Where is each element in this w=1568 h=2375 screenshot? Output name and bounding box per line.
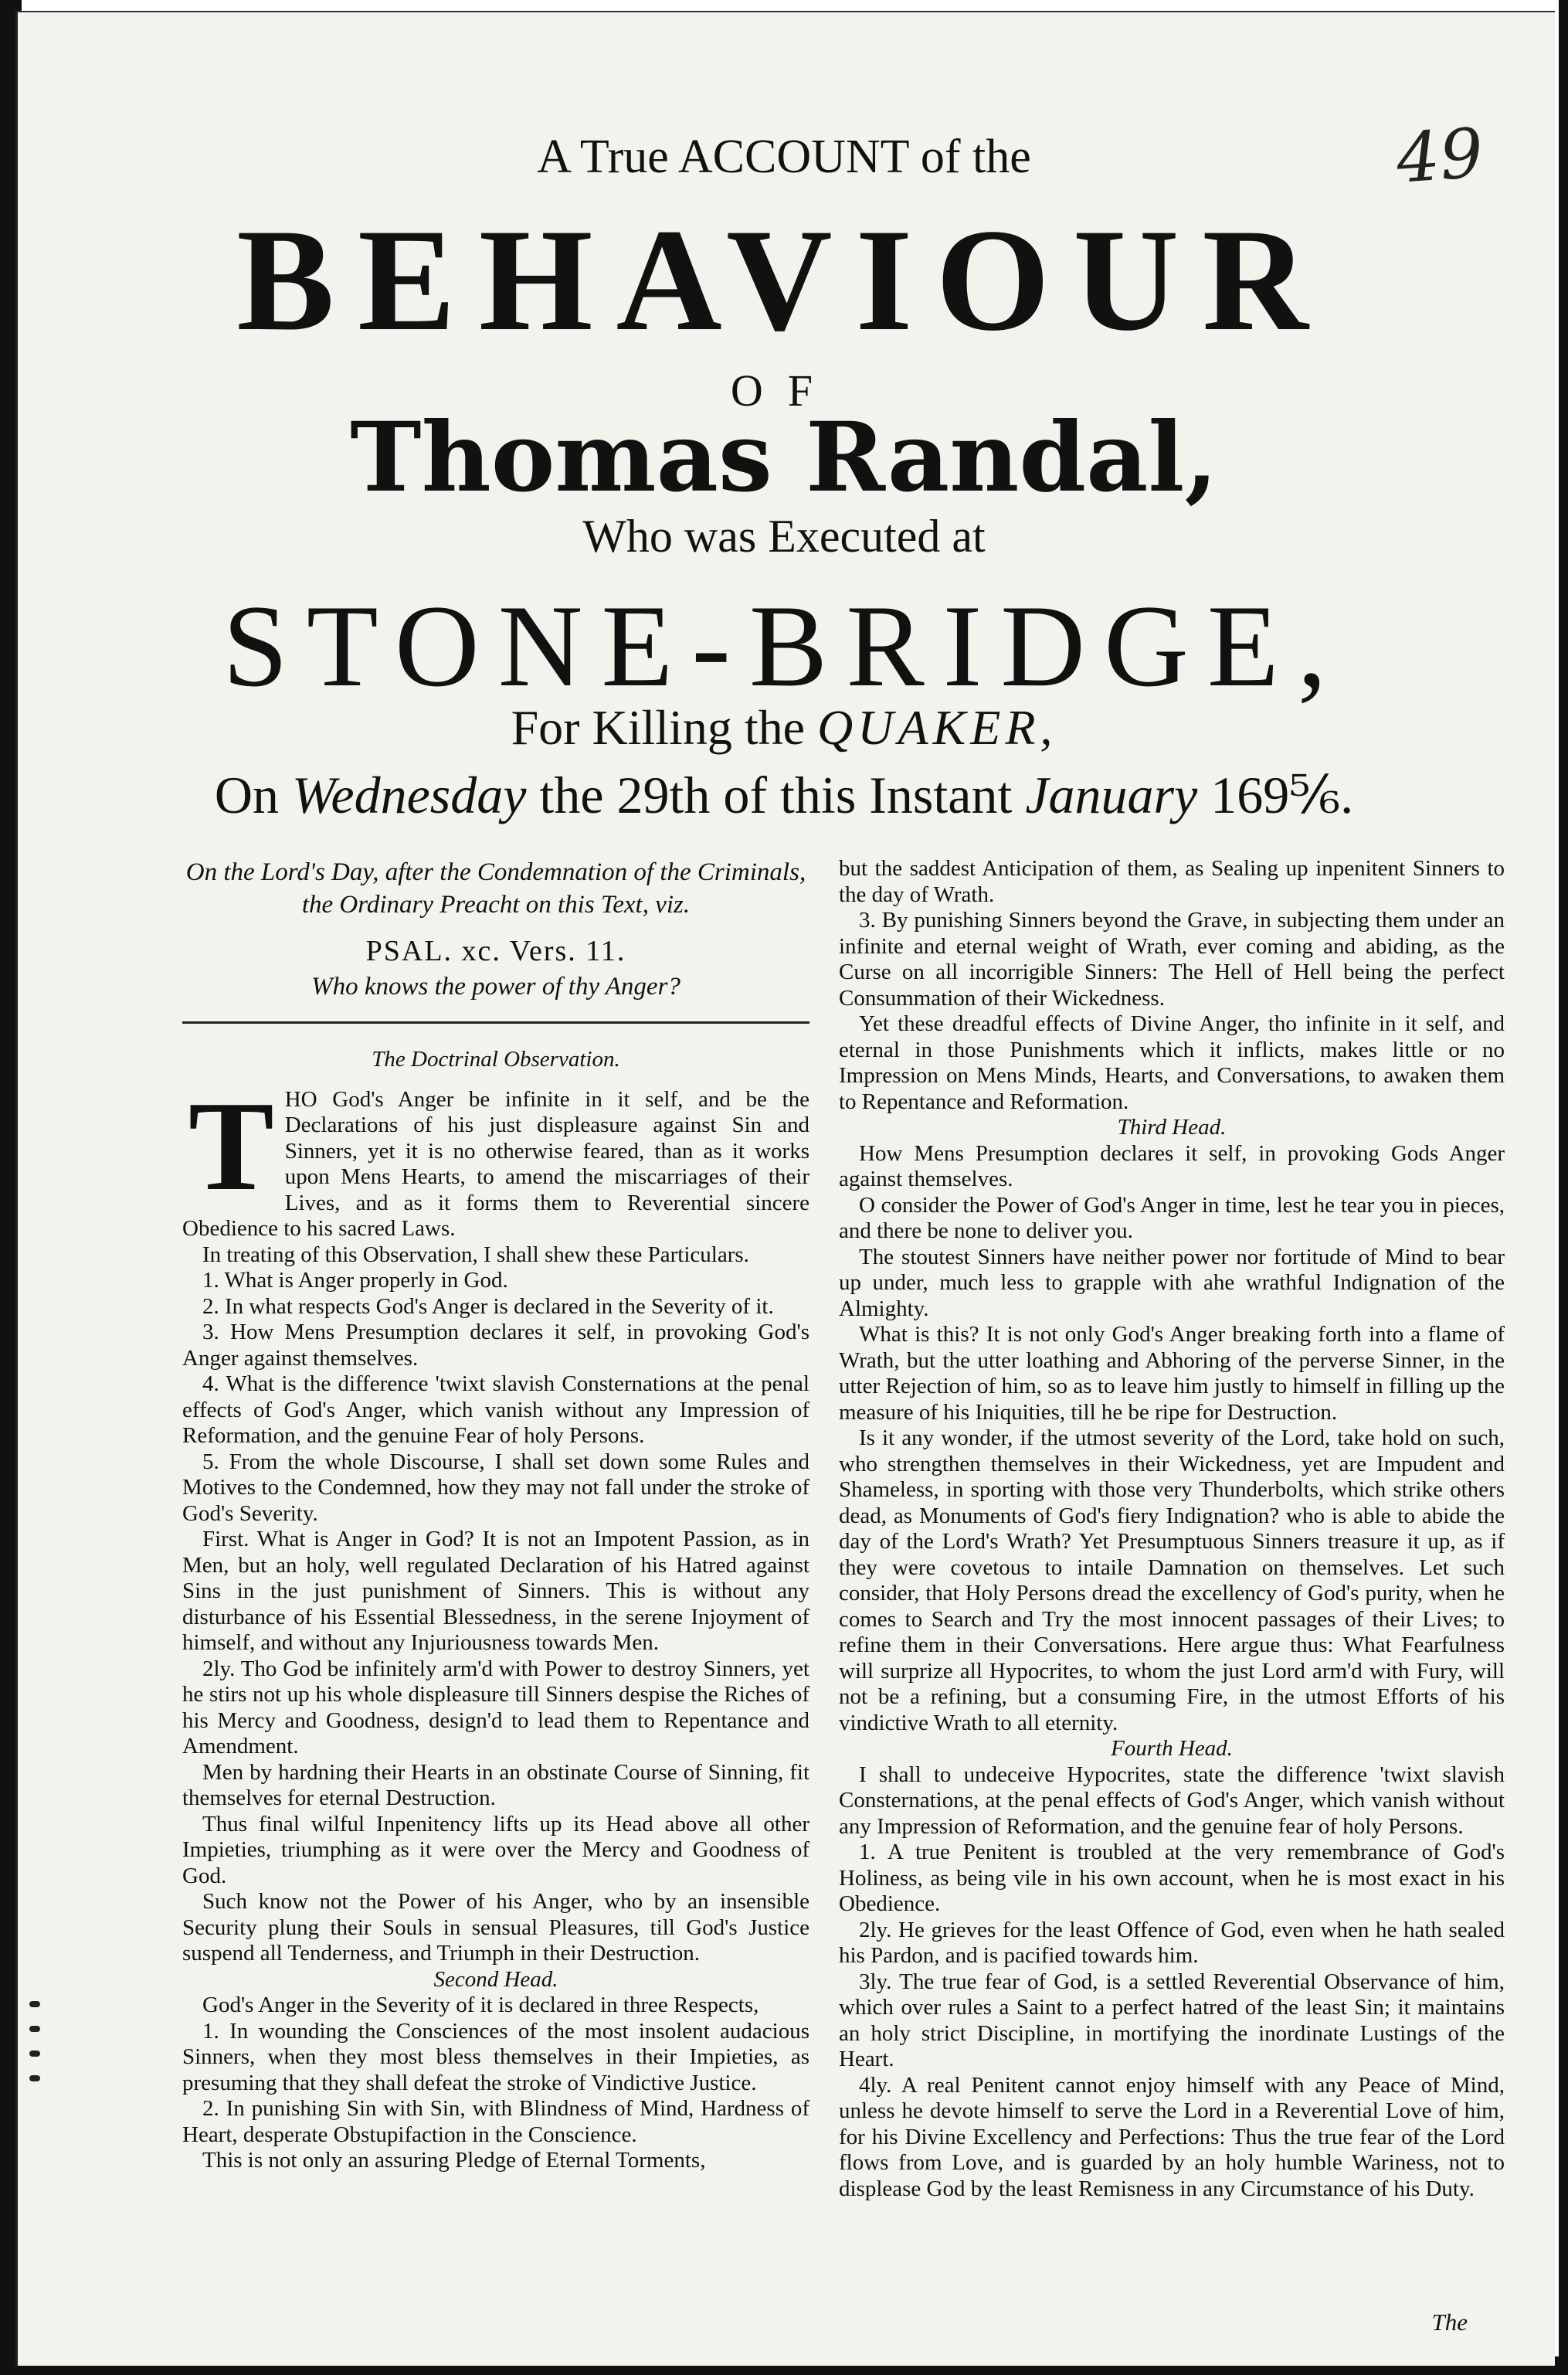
sermon-intro: On the Lord's Day, after the Condemnation of the Criminals, the Ordinary Preacht on this Text, viz. — [185, 858, 806, 919]
paragraph: Yet these dreadful effects of Divine Anger, tho infinite in it self, and eternal in those Punishments which it inflicts, makes little or no Impression on Mens Minds, Hearts, and Conversations, to awaken them to Repentance and Reformation. — [839, 1011, 1505, 1114]
title-crime-text: For Killing the — [511, 700, 818, 755]
paragraph: In treating of this Observation, I shall shew these Particulars. — [202, 1242, 749, 1267]
title-date-day: the 29th of this Instant — [526, 766, 1026, 824]
paragraph: 1. A true Penitent is troubled at the very remembrance of God's Holiness, as being vile in his own account, when he is most exact in his Obedience. — [839, 1840, 1505, 1916]
heading-third: Third Head. — [1117, 1115, 1227, 1140]
margin-ink-marks — [29, 2001, 40, 2100]
title-date — [0, 765, 1568, 826]
heading-second: Second Head. — [433, 1966, 558, 1992]
paragraph: What is this? It is not only God's Anger breaking forth into a flame of Wrath, but the utter loathing and Abhoring of the perverse Sinner, in the utter Rejection of him, so as to leave him justly to himself in filling up the measure of his Iniquities, till he be ripe for Destruction. — [839, 1322, 1505, 1425]
paragraph: 3ly. The true fear of God, is a settled Reverential Observance of him, which over rules a Saint to a perfect hatred of the least Sin; it maintains an holy strict Discipline, in mortifying the inordinate Lustings of the Heart. — [839, 1969, 1505, 2071]
paragraph: 2. In punishing Sin with Sin, with Blindness of Mind, Hardness of Heart, desperate Obstupifaction in the Conscience. — [182, 2096, 809, 2147]
left-column — [182, 856, 809, 2174]
title-date-month: January — [1025, 766, 1198, 824]
title-line-account: A True ACCOUNT of the — [537, 131, 1031, 183]
paragraph: 3. How Mens Presumption declares it self, in provoking God's Anger against themselves. — [182, 1320, 809, 1371]
paragraph: Such know not the Power of his Anger, who by an insensible Security plung their Souls in sensual Pleasures, till God's Justice suspend all Tenderness, and Triumph in their Destruction. — [182, 1889, 809, 1966]
title-crime-victim: QUAKER, — [817, 700, 1057, 755]
paragraph: 2ly. Tho God be infinitely arm'd with Power to destroy Sinners, yet he stirs not up his whole displeasure till Sinners despise the Riches of his Mercy and Goodness, design'd to lead them to Repentance and Amendment. — [182, 1656, 809, 1758]
handwritten-folio-number: 49 — [1393, 113, 1486, 199]
paragraph: First. What is Anger in God? It is not an Impotent Passion, as in Men, but an holy, well regulated Declaration of his Hatred against Sins in the just punishment of Sinners. This is without any disturbance of his Essential Blessedness, in the serene Injoyment of himself, and without any Injuriousness towards Men. — [182, 1527, 809, 1655]
paragraph: 3. By punishing Sinners beyond the Grave, in subjecting them under an infinite and eternal weight of Wrath, ever coming and abiding, as the Curse on all incorrigible Sinners: The Hell of Hell being the perfect Consummation of their Wickedness. — [839, 908, 1505, 1011]
paragraph: The stoutest Sinners have neither power nor fortitude of Mind to bear up under, much less to grapple with ahe wrathful Indignation of the Almighty. — [839, 1244, 1505, 1321]
paragraph: This is not only an assuring Pledge of Eternal Torments, — [202, 2148, 706, 2173]
paragraph: 2ly. He grieves for the least Offence of God, even when he hath sealed his Pardon, and is pacified towards him. — [839, 1917, 1505, 1968]
paragraph: O consider the Power of God's Anger in time, lest he tear you in pieces, and there be none to deliver you. — [839, 1192, 1505, 1243]
scan-border-right — [1559, 0, 1568, 2375]
catchword: The — [1431, 2309, 1468, 2336]
paragraph: I shall to undeceive Hypocrites, state the difference 'twixt slavish Consternations, at the penal effects of God's Anger, which vanish without any Impression of Reformation, and the genuine fear of holy Persons. — [839, 1762, 1505, 1839]
psalm-reference: PSAL. xc. Vers. 11. — [365, 935, 626, 967]
heading-fourth: Fourth Head. — [1111, 1736, 1233, 1761]
heading-doctrinal: The Doctrinal Observation. — [372, 1047, 620, 1072]
right-column — [839, 856, 1505, 2202]
title-place: STONE-BRIDGE, — [222, 581, 1346, 711]
title-date-weekday: Wednesday — [292, 766, 527, 824]
title-behaviour: BEHAVIOUR — [236, 199, 1332, 362]
psalm-verse: Who knows the power of thy Anger? — [311, 973, 680, 1001]
title-crime — [0, 699, 1568, 756]
paragraph: Is it any wonder, if the utmost severity of the Lord, take hold on such, who strengthen themselves in their Wickedness, yet are Impudent and Shameless, in sporting with those very Thunderbolts, which strike others dead, as Monuments of God's fiery Indignation? who is able to abide the day of the Lord's Wrath? Yet Presumptuous Sinners treasure it up, as if they were covetous to intaile Damnation on themselves. Let such consider, that Holy Persons dread the excellency of God's purity, when he comes to Search and Try the most innocent passages of their Lives; to refine them in their Conversations. Here argue thus: What Fearfulness will surprize all Hypocrites, to whom the just Lord arm'd with Fury, will not be a refining, but a consuming Fire, in the utmost Efforts of his vindictive Wrath to all eternity. — [839, 1425, 1505, 1735]
paragraph: God's Anger in the Severity of it is declared in three Respects, — [202, 1993, 759, 2017]
title-date-on: On — [214, 766, 292, 824]
paragraph-text: HO God's Anger be infinite in it self, and be the Declarations of his just displeasure against Sin and Sinners, yet it is no otherwise feared, than as it works upon Mens Hearts, to amend the miscarriages of their Lives, and as it forms them to Reverential sincere Obedience to his sacred Laws. — [182, 1086, 809, 1241]
title-of: OF — [730, 365, 838, 416]
paragraph: 1. What is Anger properly in God. — [202, 1268, 508, 1293]
title-name: Thomas Randal, — [350, 402, 1218, 514]
paragraph: 1. In wounding the Consciences of the most insolent audacious Sinners, when they most bless themselves in their Impieties, as presuming that they shall defeat the stroke of Vindictive Justice. — [182, 2018, 809, 2095]
paragraph: 2. In what respects God's Anger is declared in the Severity of it. — [202, 1293, 774, 1319]
title-executed: Who was Executed at — [582, 511, 986, 562]
paragraph: Thus final wilful Inpenitency lifts up its Head above all other Impieties, triumphing as it were over the Mercy and Goodness of God. — [182, 1811, 809, 1888]
paragraph: 4. What is the difference 'twixt slavish Consternations at the penal effects of God's Anger, which vanish without any Impression of Reformation, and the genuine Fear of holy Persons. — [182, 1371, 809, 1448]
paragraph: How Mens Presumption declares it self, in provoking Gods Anger against themselves. — [839, 1140, 1505, 1191]
divider-rule — [182, 1021, 809, 1024]
title-date-year: 169⅚. — [1197, 766, 1354, 824]
drop-cap: T — [188, 1074, 274, 1217]
paragraph: Men by hardning their Hearts in an obstinate Course of Sinning, fit themselves for eternal Destruction. — [182, 1759, 809, 1810]
paragraph: 5. From the whole Discourse, I shall set down some Rules and Motives to the Condemned, how they may not fall under the stroke of God's Severity. — [182, 1449, 809, 1526]
paragraph — [182, 1074, 809, 1242]
paragraph: 4ly. A real Penitent cannot enjoy himself with any Peace of Mind, unless he devote himself to serve the Lord in a Reverential Love of him, for his Divine Excellency and Perfections: Thus the true fear of the Lord flows from Love, and is guarded by an holy humble Wariness, not to displease God by the least Remisness in any Circumstance of his Duty. — [839, 2072, 1505, 2201]
paragraph: but the saddest Anticipation of them, as Sealing up inpenitent Sinners to the day of Wrath. — [839, 856, 1505, 907]
